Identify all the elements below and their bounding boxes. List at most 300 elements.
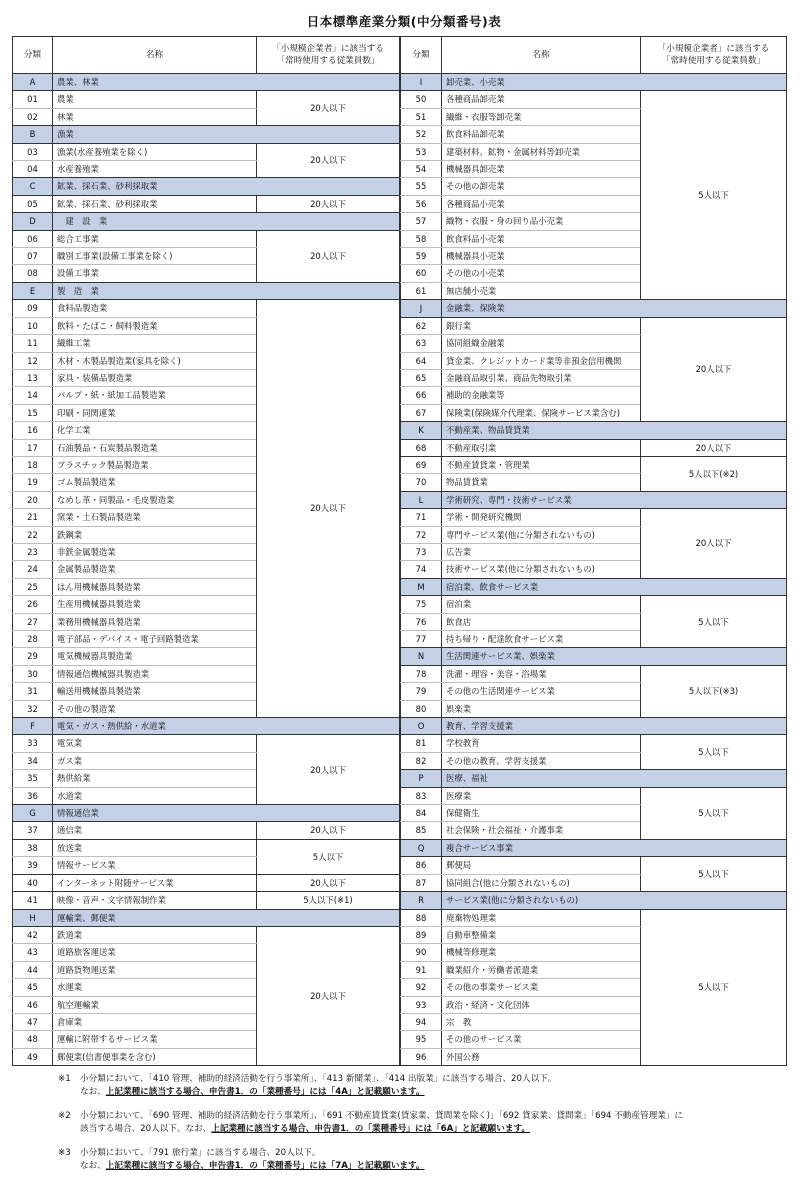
employee-limit: 20人以下 <box>257 926 400 1065</box>
industry-name: 持ち帰り・配達飲食サービス業 <box>442 631 641 648</box>
industry-name: 情報通信機械器具製造業 <box>53 665 257 682</box>
header-name: 名称 <box>53 37 257 74</box>
industry-code: 26 <box>13 596 53 613</box>
industry-name: 不動産賃貸業・管理業 <box>442 456 641 473</box>
section-code: Q <box>401 839 442 856</box>
section-row <box>401 491 787 508</box>
industry-table-right <box>400 36 787 1066</box>
section-name: 生活関連サービス業、娯楽業 <box>442 648 787 665</box>
industry-name: 熱供給業 <box>53 770 257 787</box>
industry-code: 54 <box>401 161 442 178</box>
industry-code: 43 <box>13 944 53 961</box>
section-name: 農業、林業 <box>53 74 400 91</box>
industry-code: 69 <box>401 456 442 473</box>
industry-code: 87 <box>401 874 442 891</box>
footnote-1 <box>58 1073 798 1098</box>
table-row <box>401 735 787 752</box>
table-row <box>13 195 400 212</box>
industry-name: 業務用機械器具製造業 <box>53 613 257 630</box>
industry-code: 71 <box>401 509 442 526</box>
section-row <box>13 909 400 926</box>
industry-name: 運輸に附帯するサービス業 <box>53 1031 257 1048</box>
industry-code: 72 <box>401 526 442 543</box>
industry-name: 印刷・同関連業 <box>53 404 257 421</box>
industry-code: 28 <box>13 631 53 648</box>
table-row <box>401 909 787 926</box>
section-code: N <box>401 648 442 665</box>
industry-code: 30 <box>13 665 53 682</box>
industry-code: 59 <box>401 248 442 265</box>
industry-code: 09 <box>13 300 53 317</box>
table-row <box>401 665 787 682</box>
section-row <box>401 300 787 317</box>
section-name: 金融業、保険業 <box>442 300 787 317</box>
industry-code: 85 <box>401 822 442 839</box>
industry-code: 66 <box>401 387 442 404</box>
section-row <box>401 718 787 735</box>
footnote-emphasis: 上記業種に該当する場合、申告書1．の「業種番号」には「7A」と記載願います。 <box>105 1160 425 1171</box>
footnote-mark: ※2 <box>58 1111 71 1121</box>
industry-name: 放送業 <box>53 839 257 856</box>
industry-name: 社会保険・社会福祉・介護事業 <box>442 822 641 839</box>
industry-code: 75 <box>401 596 442 613</box>
industry-name: 織物・衣服・身の回り品小売業 <box>442 213 641 230</box>
industry-name: 保険業(保険媒介代理業、保険サービス業含む) <box>442 404 641 421</box>
employee-limit: 20人以下 <box>257 735 400 805</box>
industry-name: その他の卸売業 <box>442 178 641 195</box>
table-row <box>13 735 400 752</box>
industry-code: 06 <box>13 230 53 247</box>
section-row <box>401 892 787 909</box>
employee-limit: 5人以下(※1) <box>257 892 400 909</box>
industry-name: ゴム製品製造業 <box>53 474 257 491</box>
industry-name: 非鉄金属製造業 <box>53 543 257 560</box>
industry-name: 食料品製造業 <box>53 300 257 317</box>
industry-code: 07 <box>13 248 53 265</box>
industry-name: 外国公務 <box>442 1048 641 1065</box>
industry-code: 13 <box>13 369 53 386</box>
industry-code: 91 <box>401 961 442 978</box>
industry-name: 補助的金融業等 <box>442 387 641 404</box>
industry-code: 81 <box>401 735 442 752</box>
industry-name: その他の生活関連サービス業 <box>442 683 641 700</box>
industry-name: 繊維・衣服等卸売業 <box>442 108 641 125</box>
table-row <box>401 439 787 456</box>
industry-code: 25 <box>13 578 53 595</box>
employee-limit: 5人以下 <box>257 839 400 874</box>
industry-name: 職別工事業(設備工事業を除く) <box>53 248 257 265</box>
table-row <box>401 787 787 804</box>
industry-code: 92 <box>401 979 442 996</box>
industry-code: 01 <box>13 91 53 108</box>
footnote-3 <box>58 1147 798 1172</box>
industry-name: 宿泊業 <box>442 596 641 613</box>
industry-code: 18 <box>13 456 53 473</box>
industry-name: 林業 <box>53 108 257 125</box>
industry-name: 各種商品小売業 <box>442 195 641 212</box>
industry-code: 46 <box>13 996 53 1013</box>
industry-code: 32 <box>13 700 53 717</box>
footnote-text: 小分類において、「410 管理、補助的経済活動を行う事業所」、「413 新聞業」、「414 出版業」に該当する場合、20人以下。 <box>80 1074 557 1084</box>
industry-name: 水道業 <box>53 787 257 804</box>
industry-code: 22 <box>13 526 53 543</box>
industry-name: 鉱業、採石業、砂利採取業 <box>53 195 257 212</box>
table-row <box>13 300 400 317</box>
industry-name: その他の教育、学習支援業 <box>442 752 641 769</box>
industry-code: 36 <box>13 787 53 804</box>
industry-name: 機械器具小売業 <box>442 248 641 265</box>
industry-name: 保健衛生 <box>442 805 641 822</box>
industry-code: 76 <box>401 613 442 630</box>
footnote-emphasis: 上記業種に該当する場合、申告書1．の「業種番号」には「4A」と記載願います。 <box>105 1086 425 1097</box>
industry-code: 15 <box>13 404 53 421</box>
section-code: G <box>13 805 53 822</box>
section-code: K <box>401 422 442 439</box>
section-code: J <box>401 300 442 317</box>
employee-limit: 5人以下 <box>641 857 787 892</box>
section-name: 製 造 業 <box>53 282 400 299</box>
industry-code: 51 <box>401 108 442 125</box>
industry-name: 政治・経済・文化団体 <box>442 996 641 1013</box>
employee-limit: 20人以下 <box>257 300 400 718</box>
section-row <box>401 839 787 856</box>
header-code: 分類 <box>13 37 53 74</box>
industry-name: 医療業 <box>442 787 641 804</box>
industry-name: 学校教育 <box>442 735 641 752</box>
industry-code: 34 <box>13 752 53 769</box>
section-row <box>13 213 400 230</box>
section-row <box>13 282 400 299</box>
section-name: 医療、福祉 <box>442 770 787 787</box>
section-code: I <box>401 74 442 91</box>
industry-name: 広告業 <box>442 543 641 560</box>
section-row <box>13 178 400 195</box>
industry-name: 金属製品製造業 <box>53 561 257 578</box>
industry-code: 47 <box>13 1013 53 1030</box>
table-row <box>401 317 787 334</box>
section-code: E <box>13 282 53 299</box>
industry-name: 漁業(水産養殖業を除く) <box>53 143 257 160</box>
industry-code: 45 <box>13 979 53 996</box>
table-row <box>401 509 787 526</box>
industry-code: 62 <box>401 317 442 334</box>
industry-code: 27 <box>13 613 53 630</box>
table-row <box>13 143 400 160</box>
section-code: L <box>401 491 442 508</box>
industry-code: 63 <box>401 335 442 352</box>
industry-code: 16 <box>13 422 53 439</box>
footnote-emphasis: 上記業種に該当する場合、申告書1．の「業種番号」には「6A」と記載願います。 <box>211 1123 530 1134</box>
section-code: A <box>13 74 53 91</box>
industry-name: 銀行業 <box>442 317 641 334</box>
industry-name: 飲食料品小売業 <box>442 230 641 247</box>
industry-code: 12 <box>13 352 53 369</box>
section-name: 情報通信業 <box>53 805 400 822</box>
industry-code: 14 <box>13 387 53 404</box>
industry-name: 通信業 <box>53 822 257 839</box>
industry-code: 03 <box>13 143 53 160</box>
industry-code: 02 <box>13 108 53 125</box>
industry-name: 宗 教 <box>442 1013 641 1030</box>
industry-code: 38 <box>13 839 53 856</box>
section-row <box>13 126 400 143</box>
industry-name: 娯楽業 <box>442 700 641 717</box>
industry-code: 41 <box>13 892 53 909</box>
header-employees: 「小規模企業者」に該当する 「常時使用する従業員数」 <box>641 37 787 74</box>
industry-name: 農業 <box>53 91 257 108</box>
industry-code: 17 <box>13 439 53 456</box>
industry-name: 不動産取引業 <box>442 439 641 456</box>
industry-name: 飲食料品卸売業 <box>442 126 641 143</box>
industry-code: 57 <box>401 213 442 230</box>
industry-code: 58 <box>401 230 442 247</box>
industry-code: 20 <box>13 491 53 508</box>
industry-code: 65 <box>401 369 442 386</box>
section-row <box>401 770 787 787</box>
industry-name: 洗濯・理容・美容・浴場業 <box>442 665 641 682</box>
industry-code: 95 <box>401 1031 442 1048</box>
industry-name: 総合工事業 <box>53 230 257 247</box>
industry-name: 石油製品・石炭製品製造業 <box>53 439 257 456</box>
employee-limit: 5人以下 <box>641 909 787 1066</box>
industry-code: 50 <box>401 91 442 108</box>
industry-name: 飲食店 <box>442 613 641 630</box>
section-code: D <box>13 213 53 230</box>
industry-code: 94 <box>401 1013 442 1030</box>
industry-code: 78 <box>401 665 442 682</box>
industry-code: 79 <box>401 683 442 700</box>
section-name: 不動産業、物品賃貸業 <box>442 422 787 439</box>
industry-name: 電子部品・デバイス・電子回路製造業 <box>53 631 257 648</box>
section-code: O <box>401 718 442 735</box>
footnote-2 <box>58 1110 798 1135</box>
section-row <box>13 74 400 91</box>
table-header-row <box>401 37 787 74</box>
industry-name: 鉄鋼業 <box>53 526 257 543</box>
table-row <box>401 596 787 613</box>
industry-name: その他のサービス業 <box>442 1031 641 1048</box>
industry-code: 86 <box>401 857 442 874</box>
section-row <box>401 578 787 595</box>
industry-name: 機械等修理業 <box>442 944 641 961</box>
section-row <box>401 422 787 439</box>
industry-code: 55 <box>401 178 442 195</box>
footnote-prefix: なお、 <box>80 1160 106 1171</box>
section-code: M <box>401 578 442 595</box>
industry-code: 04 <box>13 161 53 178</box>
footnote-mark: ※3 <box>58 1148 71 1158</box>
employee-limit: 20人以下 <box>257 143 400 178</box>
industry-name: 窯業・土石製品製造業 <box>53 509 257 526</box>
employee-limit: 20人以下 <box>641 317 787 421</box>
industry-name: 各種商品卸売業 <box>442 91 641 108</box>
industry-name: ガス業 <box>53 752 257 769</box>
industry-name: はん用機械器具製造業 <box>53 578 257 595</box>
employee-limit: 5人以下 <box>641 91 787 300</box>
section-name: 学術研究、専門・技術サービス業 <box>442 491 787 508</box>
industry-code: 67 <box>401 404 442 421</box>
industry-name: 道路旅客運送業 <box>53 944 257 961</box>
employee-limit: 5人以下 <box>641 735 787 770</box>
employee-limit: 5人以下(※2) <box>641 456 787 491</box>
industry-name: 協同組合(他に分類されないもの) <box>442 874 641 891</box>
section-code: P <box>401 770 442 787</box>
industry-code: 52 <box>401 126 442 143</box>
industry-code: 74 <box>401 561 442 578</box>
industry-code: 60 <box>401 265 442 282</box>
section-name: 漁業 <box>53 126 400 143</box>
industry-code: 53 <box>401 143 442 160</box>
industry-table-left <box>12 36 400 1066</box>
industry-name: 専門サービス業(他に分類されないもの) <box>442 526 641 543</box>
industry-code: 24 <box>13 561 53 578</box>
industry-code: 96 <box>401 1048 442 1065</box>
footnote-prefix: なお、 <box>80 1086 106 1097</box>
header-employees: 「小規模企業者」に該当する 「常時使用する従業員数」 <box>257 37 400 74</box>
industry-code: 73 <box>401 543 442 560</box>
employee-limit: 20人以下 <box>257 195 400 212</box>
industry-code: 35 <box>13 770 53 787</box>
table-row <box>13 926 400 943</box>
industry-code: 29 <box>13 648 53 665</box>
section-row <box>13 718 400 735</box>
employee-limit: 20人以下 <box>257 874 400 891</box>
industry-name: 貸金業、クレジットカード業等非預金信用機関 <box>442 352 641 369</box>
industry-code: 37 <box>13 822 53 839</box>
industry-name: 倉庫業 <box>53 1013 257 1030</box>
industry-code: 21 <box>13 509 53 526</box>
industry-code: 48 <box>13 1031 53 1048</box>
section-code: B <box>13 126 53 143</box>
industry-code: 23 <box>13 543 53 560</box>
industry-name: 郵便局 <box>442 857 641 874</box>
section-row <box>401 648 787 665</box>
table-row <box>13 230 400 247</box>
employee-limit: 20人以下 <box>641 509 787 579</box>
industry-code: 82 <box>401 752 442 769</box>
industry-code: 40 <box>13 874 53 891</box>
industry-code: 77 <box>401 631 442 648</box>
industry-code: 42 <box>13 926 53 943</box>
industry-name: 電気業 <box>53 735 257 752</box>
table-row <box>401 91 787 108</box>
industry-code: 88 <box>401 909 442 926</box>
industry-code: 39 <box>13 857 53 874</box>
header-name: 名称 <box>442 37 641 74</box>
industry-name: 電気機械器具製造業 <box>53 648 257 665</box>
industry-code: 90 <box>401 944 442 961</box>
section-name: 教育、学習支援業 <box>442 718 787 735</box>
employee-limit: 5人以下(※3) <box>641 665 787 717</box>
industry-code: 49 <box>13 1048 53 1065</box>
industry-code: 44 <box>13 961 53 978</box>
employee-limit: 5人以下 <box>641 787 787 839</box>
industry-name: 水産養殖業 <box>53 161 257 178</box>
industry-name: 技術サービス業(他に分類されないもの) <box>442 561 641 578</box>
section-name: 鉱業、採石業、砂利採取業 <box>53 178 400 195</box>
industry-code: 80 <box>401 700 442 717</box>
employee-limit: 20人以下 <box>257 822 400 839</box>
employee-limit: 5人以下 <box>641 596 787 648</box>
industry-name: なめし革・同製品・毛皮製造業 <box>53 491 257 508</box>
industry-code: 70 <box>401 474 442 491</box>
industry-code: 61 <box>401 282 442 299</box>
section-code: F <box>13 718 53 735</box>
section-code: C <box>13 178 53 195</box>
section-name: 卸売業、小売業 <box>442 74 787 91</box>
table-row <box>13 822 400 839</box>
industry-name: その他の小売業 <box>442 265 641 282</box>
industry-name: 繊維工業 <box>53 335 257 352</box>
industry-name: 情報サービス業 <box>53 857 257 874</box>
industry-name: 水運業 <box>53 979 257 996</box>
industry-code: 11 <box>13 335 53 352</box>
industry-code: 33 <box>13 735 53 752</box>
industry-name: インターネット附随サービス業 <box>53 874 257 891</box>
industry-code: 84 <box>401 805 442 822</box>
section-row <box>13 805 400 822</box>
employee-limit: 20人以下 <box>641 439 787 456</box>
table-row <box>13 892 400 909</box>
section-name: 宿泊業、飲食サービス業 <box>442 578 787 595</box>
table-row <box>401 857 787 874</box>
industry-name: 家具・装備品製造業 <box>53 369 257 386</box>
footnote-prefix: 該当する場合、20人以下。なお、 <box>80 1123 212 1134</box>
section-name: 電気・ガス・熱供給・水道業 <box>53 718 400 735</box>
industry-code: 93 <box>401 996 442 1013</box>
table-row <box>13 91 400 108</box>
industry-code: 08 <box>13 265 53 282</box>
industry-name: その他の製造業 <box>53 700 257 717</box>
header-code: 分類 <box>401 37 442 74</box>
industry-code: 05 <box>13 195 53 212</box>
footnote-text: 小分類において、「791 旅行業」に該当する場合、20人以下。 <box>80 1148 321 1158</box>
industry-name: 輸送用機械器具製造業 <box>53 683 257 700</box>
section-name: 運輸業、郵便業 <box>53 909 400 926</box>
section-name: 複合サービス事業 <box>442 839 787 856</box>
industry-name: パルプ・紙・紙加工品製造業 <box>53 387 257 404</box>
section-name: サービス業(他に分類されないもの) <box>442 892 787 909</box>
industry-code: 68 <box>401 439 442 456</box>
industry-code: 64 <box>401 352 442 369</box>
industry-code: 83 <box>401 787 442 804</box>
industry-name: 建築材料、鉱物・金属材料等卸売業 <box>442 143 641 160</box>
industry-name: 機械器具卸売業 <box>442 161 641 178</box>
table-row <box>13 839 400 856</box>
employee-limit: 20人以下 <box>257 230 400 282</box>
industry-name: 金融商品取引業、商品先物取引業 <box>442 369 641 386</box>
industry-name: その他の事業サービス業 <box>442 979 641 996</box>
section-code: R <box>401 892 442 909</box>
footnotes <box>58 1073 798 1184</box>
footnote-mark: ※1 <box>58 1074 71 1084</box>
table-header-row <box>13 37 400 74</box>
industry-name: 職業紹介・労働者派遣業 <box>442 961 641 978</box>
table-row <box>401 456 787 473</box>
industry-code: 19 <box>13 474 53 491</box>
industry-name: 郵便業(信書便事業を含む) <box>53 1048 257 1065</box>
industry-name: 設備工事業 <box>53 265 257 282</box>
industry-code: 89 <box>401 926 442 943</box>
industry-name: プラスチック製品製造業 <box>53 456 257 473</box>
document-title: 日本標準産業分類(中分類番号)表 <box>306 14 502 29</box>
section-code: H <box>13 909 53 926</box>
industry-code: 31 <box>13 683 53 700</box>
industry-name: 自動車整備業 <box>442 926 641 943</box>
industry-name: 映像・音声・文字情報制作業 <box>53 892 257 909</box>
industry-name: 生産用機械器具製造業 <box>53 596 257 613</box>
industry-name: 鉄道業 <box>53 926 257 943</box>
